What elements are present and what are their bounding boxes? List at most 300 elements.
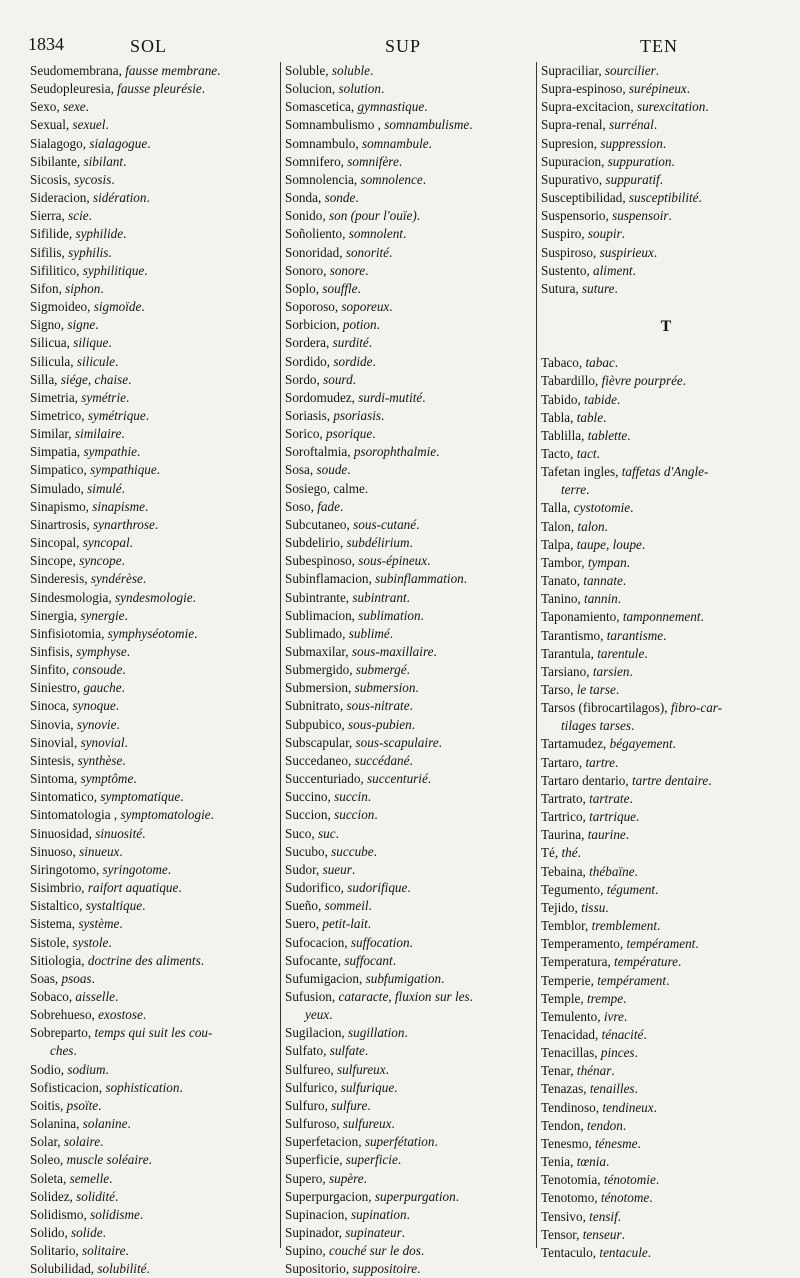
entry-french-translation: tempérament xyxy=(626,936,696,952)
entry-french-translation: semelle xyxy=(69,1170,110,1186)
entry-french-translation: taffetas d'Angle- xyxy=(621,464,709,480)
dictionary-entry xyxy=(285,244,532,262)
entry-spanish-term: Taurina, xyxy=(541,827,585,843)
entry-terminal-period: . xyxy=(329,1007,333,1023)
entry-terminal-period: . xyxy=(351,861,356,877)
entry-spanish-term: Supra-espinoso, xyxy=(541,81,626,97)
dictionary-entry xyxy=(541,80,791,98)
entry-spanish-term: Sinfisis, xyxy=(30,644,73,659)
entry-terminal-period: . xyxy=(367,916,372,932)
entry-terminal-period: . xyxy=(145,498,149,514)
dictionary-entry xyxy=(541,171,791,189)
entry-terminal-period: . xyxy=(666,972,670,988)
entry-french-translation: succion xyxy=(334,807,375,823)
entry-terminal-period: . xyxy=(416,208,421,224)
entry-french-translation: tablette xyxy=(587,427,628,443)
entry-terminal-period: . xyxy=(363,1170,367,1186)
entry-terminal-period: . xyxy=(364,1043,369,1059)
entry-spanish-term: Sinoca, xyxy=(30,698,70,714)
dictionary-entry xyxy=(30,934,275,952)
dictionary-entry xyxy=(30,988,275,1006)
dictionary-entry xyxy=(285,225,532,243)
entry-terminal-period: . xyxy=(409,535,413,551)
entry-terminal-period: . xyxy=(428,135,432,151)
entry-spanish-term: Sistaltico, xyxy=(30,898,83,914)
dictionary-entry xyxy=(30,679,275,697)
dictionary-entry xyxy=(541,881,791,899)
entry-terminal-period: . xyxy=(180,789,184,805)
entry-terminal-period: . xyxy=(604,518,608,534)
entry-spanish-term: Sugilacion, xyxy=(285,1025,345,1041)
entry-terminal-period: . xyxy=(126,644,131,659)
entry-spanish-term: Soitis, xyxy=(30,1097,64,1113)
dictionary-entry xyxy=(285,825,532,843)
entry-spanish-term: Subdelirio, xyxy=(285,535,344,551)
dictionary-entry xyxy=(30,734,275,752)
entry-terminal-period: . xyxy=(615,682,620,697)
dictionary-entry xyxy=(541,1244,791,1262)
entry-french-translation: silique xyxy=(73,335,109,351)
entry-terminal-period: . xyxy=(655,881,659,897)
entry-terminal-period: . xyxy=(124,607,128,623)
entry-french-translation: suspirieux xyxy=(599,244,654,260)
entry-terminal-period: . xyxy=(662,135,667,151)
entry-french-translation: sulfureux xyxy=(342,1116,392,1132)
entry-spanish-term: Tegumento, xyxy=(541,881,604,897)
dictionary-entry xyxy=(541,590,791,608)
dictionary-entry xyxy=(285,1006,532,1024)
dictionary-entry xyxy=(30,570,275,588)
dictionary-entry xyxy=(541,481,791,499)
entry-french-translation: solide xyxy=(71,1225,103,1240)
entry-terminal-period: . xyxy=(139,1206,144,1222)
dictionary-entry xyxy=(285,98,532,116)
entry-french-translation: tensif xyxy=(589,1208,618,1224)
entry-french-translation: aliment xyxy=(593,262,633,278)
entry-terminal-period: . xyxy=(339,498,344,514)
entry-spanish-term: Sofisticacion, xyxy=(30,1079,103,1095)
entry-spanish-term: Soas, xyxy=(30,970,59,986)
entry-terminal-period: . xyxy=(115,698,120,714)
entry-spanish-term: Subinflamacion, xyxy=(285,571,372,587)
entry-spanish-term: Supero, xyxy=(285,1170,326,1186)
column-right-t-entries xyxy=(541,354,791,1262)
dictionary-entry xyxy=(30,625,275,643)
entry-spanish-term: Supinacion, xyxy=(285,1206,348,1222)
entry-spanish-term: Sifilitico, xyxy=(30,262,80,278)
entry-french-translation: tégument xyxy=(606,881,656,897)
entry-spanish-term: Tensivo, xyxy=(541,1208,586,1224)
entry-spanish-term: Soleta, xyxy=(30,1170,67,1186)
column-divider xyxy=(536,62,537,1248)
entry-french-translation: fibro-car- xyxy=(670,700,723,716)
entry-terminal-period: . xyxy=(91,970,95,986)
entry-spanish-term: Tarantula, xyxy=(541,645,594,661)
entry-french-translation: tendon xyxy=(586,1117,623,1133)
entry-terminal-period: . xyxy=(637,1135,641,1151)
entry-french-translation: tremblement xyxy=(591,918,657,934)
dictionary-entry xyxy=(541,972,791,990)
dictionary-entry xyxy=(285,353,532,371)
dictionary-entry xyxy=(285,334,532,352)
entry-french-translation: suffocation xyxy=(350,934,410,950)
dictionary-entry xyxy=(285,1061,532,1079)
entry-spanish-term: Soporoso, xyxy=(285,299,339,315)
entry-spanish-term: Subpubico, xyxy=(285,716,345,732)
entry-french-translation: température xyxy=(614,954,679,970)
dictionary-entry xyxy=(30,116,275,134)
entry-french-translation: fièvre pourprée xyxy=(601,373,683,389)
dictionary-entry xyxy=(541,1008,791,1026)
entry-spanish-term: Sifon, xyxy=(30,280,62,296)
entry-french-translation: symptôme xyxy=(80,771,134,787)
dictionary-entry xyxy=(30,207,275,225)
dictionary-entry xyxy=(30,716,275,734)
entry-terminal-period: . xyxy=(88,208,92,224)
dictionary-entry xyxy=(541,1026,791,1044)
entry-terminal-period: . xyxy=(127,1116,131,1132)
entry-spanish-term: Sufusion, xyxy=(285,988,336,1004)
entry-spanish-term: Succino, xyxy=(285,789,331,805)
entry-spanish-term: Tabido, xyxy=(541,391,581,407)
entry-french-translation: succin xyxy=(334,789,368,805)
entry-french-translation: sophistication xyxy=(105,1079,180,1095)
entry-french-translation: trempe xyxy=(586,990,624,1006)
entry-terminal-period: . xyxy=(577,845,581,861)
entry-terminal-period: . xyxy=(391,1116,395,1132)
dictionary-entry xyxy=(541,1135,791,1153)
entry-french-translation: tarantisme xyxy=(606,627,664,643)
entry-french-translation: solidisme xyxy=(90,1206,140,1222)
entry-terminal-period: . xyxy=(409,934,413,950)
entry-spanish-term: Soplo, xyxy=(285,280,320,296)
entry-spanish-term: Sudorifico, xyxy=(285,880,344,896)
entry-spanish-term: Sulfato, xyxy=(285,1043,327,1059)
entry-french-translation: solution xyxy=(338,81,381,97)
entry-terminal-period: . xyxy=(596,445,600,461)
entry-french-translation: susceptibilité xyxy=(628,190,699,206)
dictionary-entry xyxy=(541,153,791,171)
dictionary-entry xyxy=(541,62,791,80)
entry-terminal-period: . xyxy=(115,1188,119,1204)
entry-terminal-period: . xyxy=(409,698,413,714)
entry-terminal-period: . xyxy=(125,389,130,405)
entry-terminal-period: . xyxy=(649,1190,653,1206)
entry-terminal-period: . xyxy=(621,226,625,242)
entry-spanish-term: Sifilide, xyxy=(30,226,73,242)
dictionary-entry xyxy=(285,389,532,407)
dictionary-entry xyxy=(285,116,532,134)
dictionary-entry xyxy=(285,443,532,461)
dictionary-entry xyxy=(541,1171,791,1189)
entry-french-translation: tilages tarses xyxy=(561,718,631,734)
entry-spanish-term: Sitiologia, xyxy=(30,952,85,968)
entry-terminal-period: . xyxy=(365,262,369,278)
entry-spanish-term: Soleo, xyxy=(30,1152,64,1168)
entry-french-translation: systaltique xyxy=(85,898,143,914)
entry-spanish-term: Somnambulo, xyxy=(285,135,359,151)
entry-french-translation: suppositoire xyxy=(352,1261,418,1277)
entry-spanish-term: Soluble, xyxy=(285,63,329,78)
entry-french-translation: sulfurique xyxy=(340,1079,395,1095)
entry-terminal-period: . xyxy=(700,609,704,625)
entry-spanish-term: Sicosis, xyxy=(30,171,71,187)
entry-terminal-period: . xyxy=(663,627,667,643)
entry-terminal-period: . xyxy=(376,317,380,333)
entry-french-translation: tartre xyxy=(585,754,616,770)
dictionary-entry xyxy=(30,788,275,806)
entry-french-translation: solaire xyxy=(63,1134,101,1150)
entry-spanish-term: Simetria, xyxy=(30,389,78,405)
entry-french-translation: cystotomie xyxy=(573,500,631,516)
entry-terminal-period: . xyxy=(201,81,206,97)
entry-french-translation: tympan xyxy=(587,554,627,570)
entry-spanish-term: Sintomatico, xyxy=(30,789,98,805)
entry-terminal-period: . xyxy=(629,663,633,679)
entry-french-translation: sourcilier xyxy=(604,63,656,78)
entry-terminal-period: . xyxy=(397,1152,402,1168)
dictionary-entry xyxy=(285,1224,532,1242)
dictionary-entry xyxy=(285,1097,532,1115)
entry-french-translation: psoas xyxy=(61,970,92,986)
entry-french-translation: syphilide xyxy=(75,226,124,242)
entry-spanish-term: Solucion, xyxy=(285,81,336,97)
entry-french-translation: succenturié xyxy=(367,771,428,787)
entry-french-translation: synarthrose xyxy=(93,516,155,532)
entry-spanish-term: Sinapismo, xyxy=(30,498,89,514)
dictionary-entry xyxy=(30,62,275,80)
entry-french-translation: suspensoir xyxy=(612,208,669,224)
entry-terminal-period: . xyxy=(347,462,351,478)
dictionary-entry xyxy=(30,244,275,262)
dictionary-entry xyxy=(285,534,532,552)
entry-french-translation: tabac xyxy=(585,355,615,371)
entry-spanish-term: Submersion, xyxy=(285,680,352,696)
dictionary-entry xyxy=(30,298,275,316)
dictionary-entry xyxy=(285,679,532,697)
entry-french-translation: signe xyxy=(67,317,96,333)
entry-french-translation: solubilité xyxy=(97,1261,147,1277)
entry-spanish-term: Somnambulismo , xyxy=(285,117,381,133)
entry-spanish-term: Sexo, xyxy=(30,99,60,115)
dictionary-entry xyxy=(285,516,532,534)
dictionary-entry xyxy=(541,536,791,554)
dictionary-entry xyxy=(541,717,791,735)
entry-terminal-period: . xyxy=(427,771,432,787)
entry-spanish-term: Subscapular, xyxy=(285,734,353,750)
entry-french-translation: sinueux xyxy=(79,843,120,859)
entry-terminal-period: . xyxy=(406,1206,410,1222)
entry-french-translation: superfétation xyxy=(364,1134,435,1150)
entry-spanish-term: Sistema, xyxy=(30,916,76,932)
dictionary-entry xyxy=(285,806,532,824)
entry-spanish-term: Somnifero, xyxy=(285,153,344,169)
entry-terminal-period: . xyxy=(629,790,633,806)
dictionary-entry xyxy=(541,681,791,699)
entry-terminal-period: . xyxy=(634,863,638,879)
entry-terminal-period: . xyxy=(404,1025,408,1041)
entry-french-translation: ténotomie xyxy=(603,1172,656,1188)
entry-spanish-term: Tarso, xyxy=(541,682,574,697)
dictionary-entry xyxy=(541,116,791,134)
entry-terminal-period: . xyxy=(441,970,445,986)
entry-french-translation: gauche xyxy=(83,680,122,696)
entry-terminal-period: . xyxy=(144,262,148,278)
entry-terminal-period: . xyxy=(705,99,709,115)
dictionary-entry xyxy=(285,915,532,933)
dictionary-entry xyxy=(30,353,275,371)
dictionary-entry xyxy=(541,935,791,953)
entry-terminal-period: . xyxy=(335,825,339,841)
dictionary-entry xyxy=(30,189,275,207)
dictionary-entry xyxy=(285,788,532,806)
entry-french-translation: synergie xyxy=(80,607,125,623)
entry-spanish-term: Subnitrato, xyxy=(285,698,344,714)
entry-spanish-term: Supurativo, xyxy=(541,171,603,187)
entry-french-translation: tarentule xyxy=(597,645,645,661)
dictionary-entry xyxy=(541,627,791,645)
dictionary-entry xyxy=(30,498,275,516)
entry-terminal-period: . xyxy=(630,718,635,734)
entry-spanish-term: Sinuosidad, xyxy=(30,825,92,841)
dictionary-entry xyxy=(285,425,532,443)
entry-french-translation: sugillation xyxy=(348,1025,405,1041)
entry-spanish-term: Sonoro, xyxy=(285,262,327,278)
dictionary-entry xyxy=(541,225,791,243)
entry-terminal-period: . xyxy=(411,716,416,732)
entry-terminal-period: . xyxy=(614,280,618,296)
dictionary-entry xyxy=(30,1042,275,1060)
entry-terminal-period: . xyxy=(136,444,141,460)
entry-french-translation: syndérèse xyxy=(90,571,143,587)
dictionary-entry xyxy=(541,135,791,153)
entry-terminal-period: . xyxy=(119,843,123,859)
entry-french-translation: calme xyxy=(333,480,365,496)
dictionary-entry xyxy=(30,589,275,607)
dictionary-entry xyxy=(285,298,532,316)
dictionary-entry xyxy=(541,1117,791,1135)
dictionary-entry xyxy=(285,461,532,479)
entry-terminal-period: . xyxy=(625,827,630,843)
entry-spanish-term: Tarsos (fibrocartilagos), xyxy=(541,700,668,716)
entry-french-translation: taurine xyxy=(587,827,626,843)
entry-spanish-term: Sincope, xyxy=(30,553,76,569)
entry-spanish-term: Sordomudez, xyxy=(285,389,355,405)
dictionary-entry xyxy=(541,1226,791,1244)
entry-spanish-term: Similar, xyxy=(30,426,72,442)
entry-spanish-term: Subespinoso, xyxy=(285,553,355,569)
entry-terminal-period: . xyxy=(420,1243,425,1259)
entry-spanish-term: Tanato, xyxy=(541,573,580,589)
dictionary-entry xyxy=(541,518,791,536)
dictionary-entry xyxy=(285,970,532,988)
entry-spanish-term: Taponamiento, xyxy=(541,609,620,625)
dictionary-entry xyxy=(30,316,275,334)
entry-french-translation: tempérament xyxy=(597,972,667,988)
entry-french-translation: fade xyxy=(317,498,340,514)
dictionary-entry xyxy=(30,135,275,153)
entry-french-translation: sonorité xyxy=(345,244,390,260)
dictionary-entry xyxy=(285,843,532,861)
entry-french-translation: similaire xyxy=(74,426,122,442)
dictionary-entry xyxy=(30,389,275,407)
entry-spanish-term: Sorbicion, xyxy=(285,317,340,333)
entry-spanish-term: Sintesis, xyxy=(30,752,75,768)
entry-spanish-term: Siniestro, xyxy=(30,680,81,696)
entry-french-translation: le tarse xyxy=(576,682,616,697)
entry-terminal-period: . xyxy=(372,353,376,369)
dictionary-entry xyxy=(285,1042,532,1060)
entry-french-translation: siphon xyxy=(65,280,101,296)
entry-terminal-period: . xyxy=(146,190,150,206)
entry-spanish-term: Tenacillas, xyxy=(541,1045,598,1061)
entry-terminal-period: . xyxy=(622,1117,627,1133)
entry-french-translation: sinuosité xyxy=(95,825,143,841)
entry-terminal-period: . xyxy=(374,807,378,823)
entry-terminal-period: . xyxy=(129,535,133,551)
entry-french-translation: soude xyxy=(316,462,348,478)
entry-french-translation: thénar xyxy=(576,1063,612,1079)
dictionary-entry xyxy=(541,790,791,808)
entry-terminal-period: . xyxy=(114,988,119,1004)
entry-terminal-period: . xyxy=(98,1097,102,1113)
entry-french-translation: bégayement xyxy=(609,736,673,752)
entry-french-translation: psorique xyxy=(326,426,373,442)
entry-terminal-period: . xyxy=(352,371,356,387)
entry-terminal-period: . xyxy=(682,373,687,389)
dictionary-entry xyxy=(541,1044,791,1062)
entry-spanish-term: Supino, xyxy=(285,1243,326,1259)
dictionary-entry xyxy=(30,806,275,824)
dictionary-entry xyxy=(541,1153,791,1171)
entry-spanish-term: Sonoridad, xyxy=(285,244,343,260)
dictionary-entry xyxy=(285,1206,532,1224)
entry-french-translation: sialagogue xyxy=(89,135,148,151)
dictionary-entry xyxy=(285,371,532,389)
entry-spanish-term: Tejido, xyxy=(541,899,578,915)
entry-french-translation: tarsien xyxy=(592,663,630,679)
entry-french-translation: ténesme xyxy=(595,1135,638,1151)
entry-terminal-period: . xyxy=(108,934,112,950)
dictionary-entry xyxy=(30,425,275,443)
dictionary-entry xyxy=(541,280,791,298)
entry-spanish-term: Subcutaneo, xyxy=(285,516,350,532)
dictionary-entry xyxy=(30,861,275,879)
entry-terminal-period: . xyxy=(109,1170,113,1186)
entry-terminal-period: . xyxy=(125,1243,129,1259)
entry-french-translation: subdélirium xyxy=(346,535,410,551)
dictionary-entry xyxy=(30,643,275,661)
column-divider xyxy=(280,62,281,1248)
entry-spanish-term: Tarantismo, xyxy=(541,627,604,643)
entry-spanish-term: Sonido, xyxy=(285,208,326,224)
entry-french-translation: tannin xyxy=(584,591,618,607)
entry-spanish-term: Tartrico, xyxy=(541,809,586,825)
entry-spanish-term: Temulento, xyxy=(541,1008,601,1024)
entry-french-translation: yeux xyxy=(305,1007,330,1023)
dictionary-entry xyxy=(30,1170,275,1188)
entry-french-translation: symétrique xyxy=(87,407,146,423)
dictionary-entry xyxy=(541,354,791,372)
dictionary-entry xyxy=(30,262,275,280)
dictionary-entry xyxy=(285,498,532,516)
dictionary-entry xyxy=(285,607,532,625)
entry-terminal-period: . xyxy=(217,63,221,78)
entry-terminal-period: . xyxy=(617,591,622,607)
entry-terminal-period: . xyxy=(105,117,109,133)
dictionary-entry xyxy=(285,988,532,1006)
entry-french-translation: synovie xyxy=(76,716,117,732)
